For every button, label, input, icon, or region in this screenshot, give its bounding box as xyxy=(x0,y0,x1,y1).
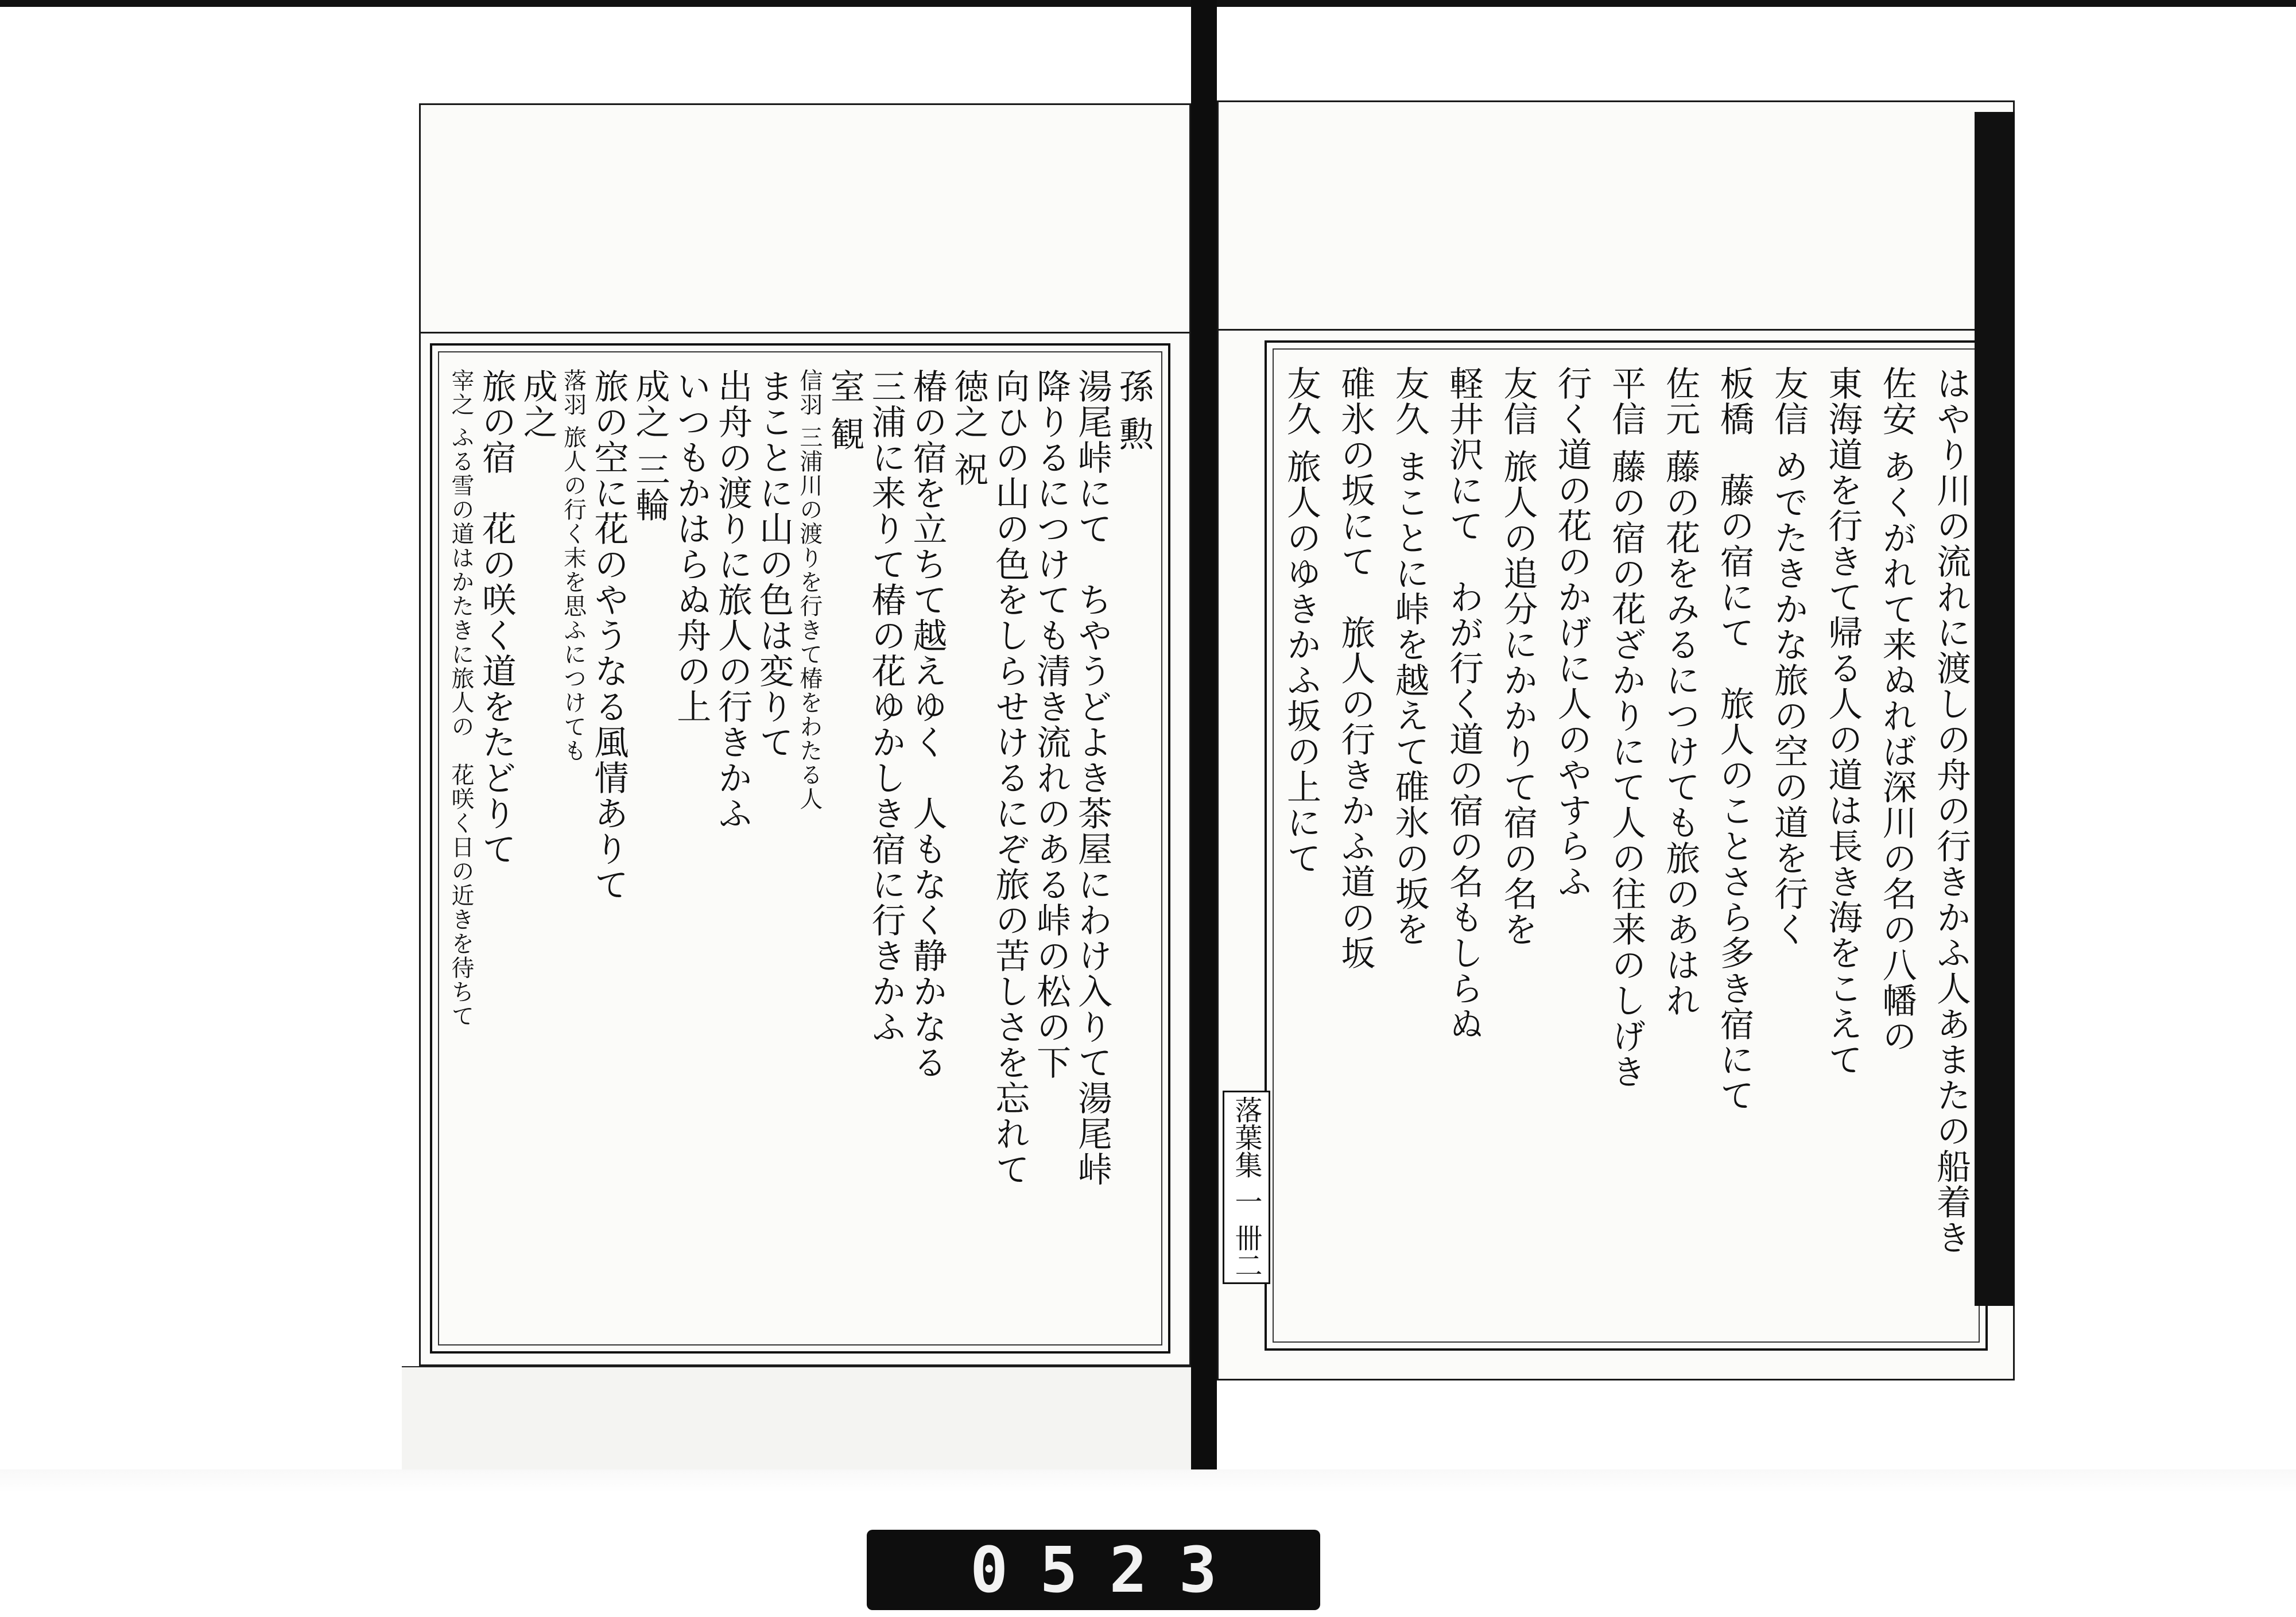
text-column: 室 観 xyxy=(824,369,865,452)
text-column: 行く道の花のかげに人のやすらふ xyxy=(1552,366,1592,899)
text-column: 椿の宿を立ちて越えゆく 人もなく静かなる xyxy=(907,369,948,1080)
text-column: 板橋 藤の宿にて 旅人のことさら多き宿にて xyxy=(1714,366,1755,1113)
left-text-frame xyxy=(430,343,1170,1354)
scan-bottom-margin xyxy=(0,1469,2296,1492)
text-column: 三浦に来りて椿の花ゆかしき宿に行きかふ xyxy=(866,369,906,1045)
text-column: 平信 藤の宿の花ざかりにて人の往来のしげき xyxy=(1605,366,1646,1090)
right-text-frame xyxy=(1265,340,1988,1351)
folio-number-label xyxy=(867,1530,1320,1610)
text-column: 孫 勲 xyxy=(1113,369,1154,452)
text-column: 友久 旅人のゆきかふ坂の上にて xyxy=(1281,366,1321,877)
text-column: 軽井沢にて わが行く道の宿の名もしらぬ xyxy=(1443,366,1484,1042)
text-column: 友久 まことに峠を越えて碓氷の坂を xyxy=(1389,366,1430,948)
text-column: 東海道を行きて帰る人の道は長き海をこえて xyxy=(1822,366,1863,1077)
text-column: 降りるにつけても清き流れのある峠の松の下 xyxy=(1031,369,1072,1080)
right-text-columns xyxy=(1281,366,1971,1325)
text-column: 成之 三輪 xyxy=(630,369,670,524)
text-column: 出舟の渡りに旅人の行きかふ xyxy=(712,369,753,831)
text-column: 旅の空に花のやうなる風情ありて xyxy=(588,369,629,902)
text-column: 友信 めでたきかな旅の空の道を行く xyxy=(1768,366,1809,948)
left-text-columns xyxy=(448,369,1154,1328)
right-page xyxy=(1217,100,2015,1381)
text-column: 向ひの山の色をしらせけるにぞ旅の苦しさを忘れて xyxy=(990,369,1030,1187)
text-column: まことに山の色は変りて xyxy=(754,369,794,760)
text-column: 湯尾峠にて ちやうどよき茶屋にわけ入りて湯尾峠 xyxy=(1072,369,1112,1187)
text-column: 佐元 藤の花をみるにつけても旅のあはれ xyxy=(1660,366,1701,1019)
page-lower-edge xyxy=(402,1366,1191,1471)
text-column: 佐安 あくがれて来ぬれば深川の名の八幡の xyxy=(1876,366,1917,1054)
left-page xyxy=(419,103,1191,1366)
text-column: 旅の宿 花の咲く道をたどりて xyxy=(476,369,517,867)
text-column: いつもかはらぬ舟の上 xyxy=(671,369,712,724)
book-fore-edge xyxy=(1975,112,2015,1306)
text-column: はやり川の流れに渡しの舟の行きかふ人あまたの船着き xyxy=(1930,366,1971,1255)
text-column: 宰之 ふる雪の道はかたきに旅人の 花咲く日の近きを待ちて xyxy=(448,369,474,1028)
folio-number: 0523 xyxy=(970,1533,1248,1607)
running-head: 落葉集 一 卌二 xyxy=(1223,1091,1270,1284)
text-column: 友信 旅人の追分にかかりて宿の名を xyxy=(1498,366,1538,948)
upper-margin xyxy=(1219,102,2013,331)
text-column: 成之 xyxy=(517,369,558,440)
scan-top-edge xyxy=(0,0,2296,7)
text-column: 信羽 三浦川の渡りを行きて椿をわたる人 xyxy=(796,369,823,811)
upper-margin xyxy=(421,105,1189,334)
text-column: 徳之 祝 xyxy=(948,369,989,488)
book-spine xyxy=(1191,0,1217,1469)
text-column: 碓氷の坂にて 旅人の行きかふ道の坂 xyxy=(1335,366,1376,971)
text-column: 落羽 旅人の行く末を思ふにつけても xyxy=(560,369,587,763)
